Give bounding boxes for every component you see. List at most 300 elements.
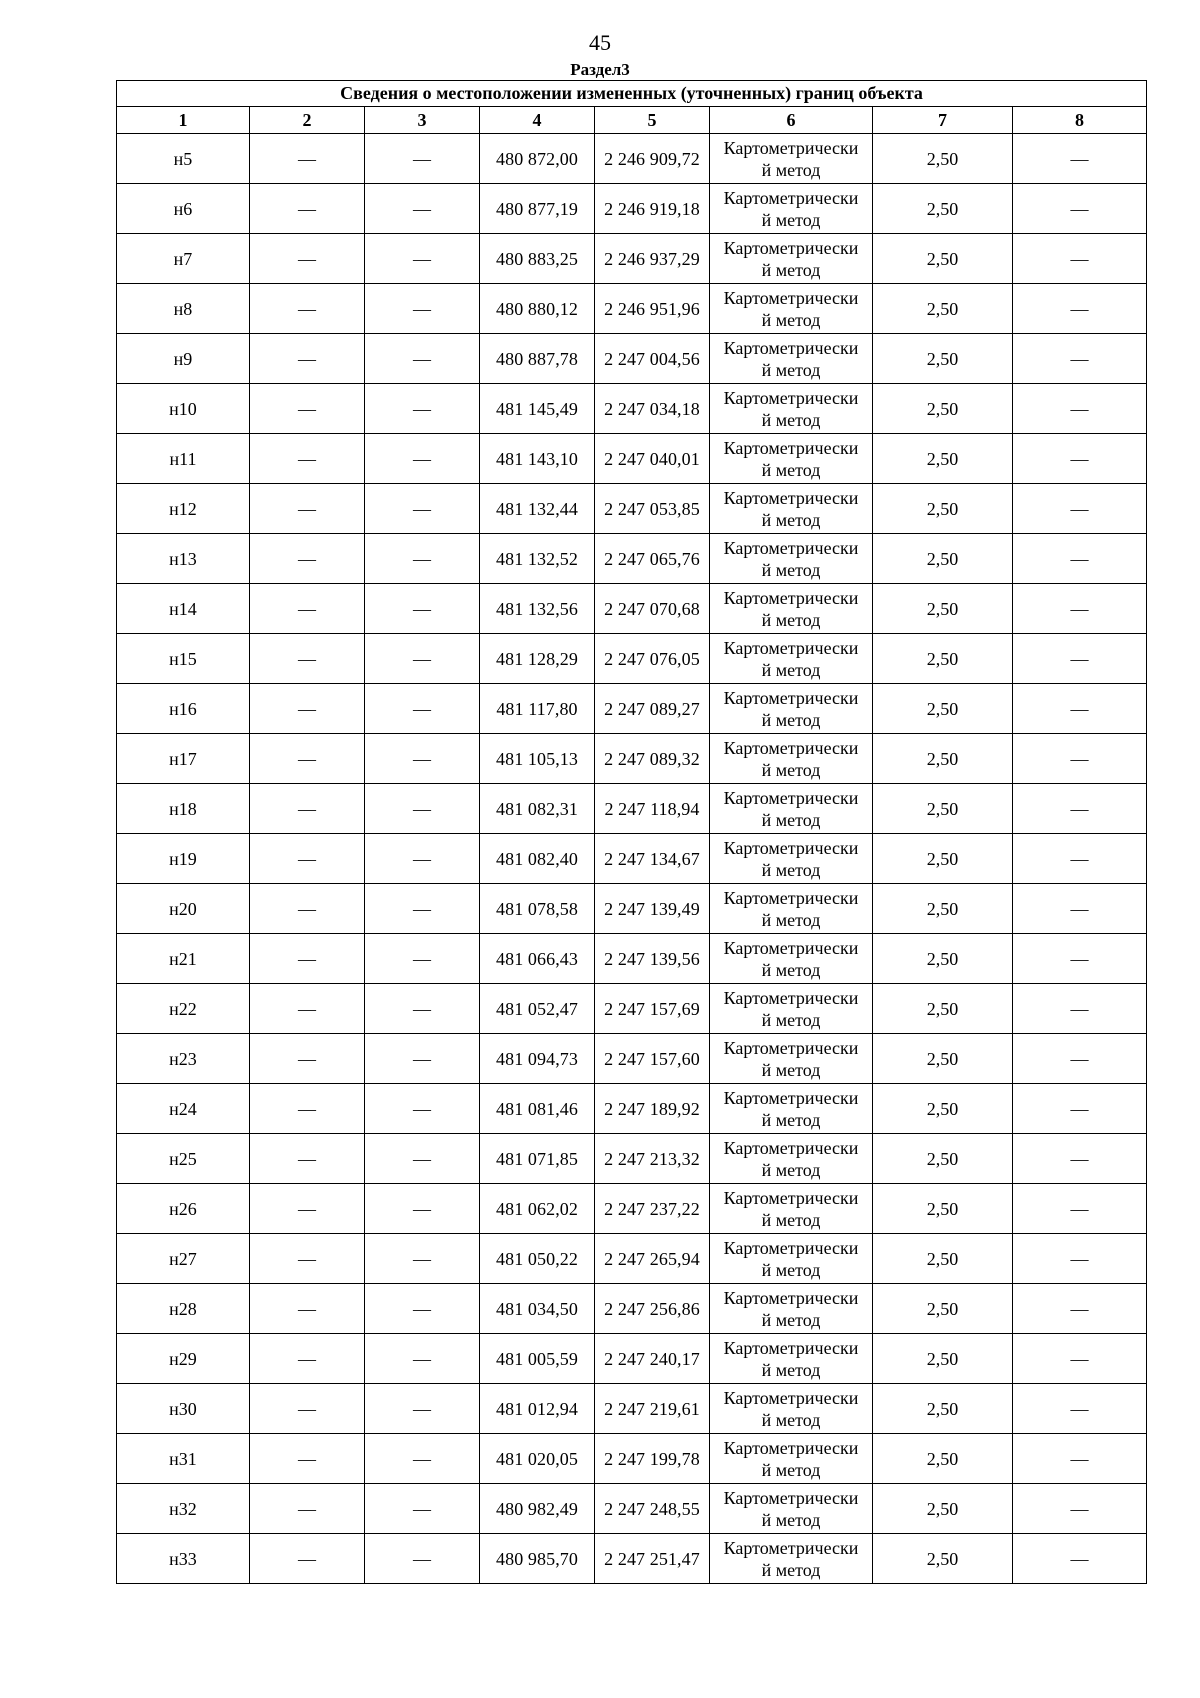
point-name-cell: н29 (117, 1334, 250, 1384)
method-cell (710, 1384, 873, 1434)
empty-value-cell: — (365, 584, 480, 634)
y-coordinate-cell: 2 247 040,01 (595, 434, 710, 484)
empty-value-cell: — (250, 1384, 365, 1434)
method-line-2: й метод (761, 1009, 821, 1030)
point-name-cell: н11 (117, 434, 250, 484)
table-row (117, 1534, 1147, 1584)
y-coordinate-cell: 2 247 004,56 (595, 334, 710, 384)
empty-value-cell: — (365, 1134, 480, 1184)
method-cell (710, 384, 873, 434)
y-coordinate-cell: 2 247 189,92 (595, 1084, 710, 1134)
table-row (117, 1384, 1147, 1434)
table-row (117, 284, 1147, 334)
y-coordinate-cell: 2 247 213,32 (595, 1134, 710, 1184)
x-coordinate-cell: 481 062,02 (480, 1184, 595, 1234)
column-number: 8 (1013, 107, 1147, 134)
empty-value-cell: — (250, 434, 365, 484)
precision-cell: 2,50 (873, 784, 1013, 834)
column-number: 5 (595, 107, 710, 134)
empty-value-cell: — (1013, 234, 1147, 284)
method-cell (710, 534, 873, 584)
point-name-cell: н7 (117, 234, 250, 284)
table-row (117, 134, 1147, 184)
point-name-cell: н8 (117, 284, 250, 334)
table-row (117, 884, 1147, 934)
method-line-1: Картометрически (723, 587, 859, 608)
y-coordinate-cell: 2 247 237,22 (595, 1184, 710, 1234)
point-name-cell: н30 (117, 1384, 250, 1434)
y-coordinate-cell: 2 247 219,61 (595, 1384, 710, 1434)
empty-value-cell: — (1013, 784, 1147, 834)
empty-value-cell: — (1013, 1334, 1147, 1384)
precision-cell: 2,50 (873, 1384, 1013, 1434)
method-line-1: Картометрически (723, 737, 859, 758)
x-coordinate-cell: 481 020,05 (480, 1434, 595, 1484)
y-coordinate-cell: 2 247 134,67 (595, 834, 710, 884)
precision-cell: 2,50 (873, 184, 1013, 234)
method-line-1: Картометрически (723, 437, 859, 458)
method-line-2: й метод (761, 709, 821, 730)
method-line-2: й метод (761, 909, 821, 930)
method-line-1: Картометрически (723, 337, 859, 358)
method-cell (710, 884, 873, 934)
method-cell (710, 484, 873, 534)
method-line-2: й метод (761, 759, 821, 780)
method-line-1: Картометрически (723, 487, 859, 508)
empty-value-cell: — (250, 734, 365, 784)
empty-value-cell: — (1013, 484, 1147, 534)
method-line-2: й метод (761, 309, 821, 330)
empty-value-cell: — (250, 534, 365, 584)
y-coordinate-cell: 2 247 070,68 (595, 584, 710, 634)
method-line-2: й метод (761, 359, 821, 380)
method-cell (710, 234, 873, 284)
empty-value-cell: — (250, 634, 365, 684)
point-name-cell: н10 (117, 384, 250, 434)
empty-value-cell: — (1013, 1084, 1147, 1134)
table-row (117, 234, 1147, 284)
empty-value-cell: — (365, 184, 480, 234)
table-row (117, 1334, 1147, 1384)
method-cell (710, 1284, 873, 1334)
x-coordinate-cell: 481 128,29 (480, 634, 595, 684)
precision-cell: 2,50 (873, 984, 1013, 1034)
method-line-2: й метод (761, 1059, 821, 1080)
empty-value-cell: — (1013, 834, 1147, 884)
precision-cell: 2,50 (873, 1484, 1013, 1534)
empty-value-cell: — (365, 484, 480, 534)
empty-value-cell: — (1013, 584, 1147, 634)
precision-cell: 2,50 (873, 434, 1013, 484)
point-name-cell: н14 (117, 584, 250, 634)
method-line-1: Картометрически (723, 1087, 859, 1108)
empty-value-cell: — (250, 1534, 365, 1584)
x-coordinate-cell: 481 050,22 (480, 1234, 595, 1284)
x-coordinate-cell: 480 872,00 (480, 134, 595, 184)
empty-value-cell: — (1013, 1184, 1147, 1234)
method-cell (710, 334, 873, 384)
boundary-coordinates-table (116, 80, 1147, 1584)
table-row (117, 1134, 1147, 1184)
method-line-1: Картометрически (723, 187, 859, 208)
precision-cell: 2,50 (873, 1234, 1013, 1284)
empty-value-cell: — (250, 1484, 365, 1534)
method-line-1: Картометрически (723, 537, 859, 558)
method-line-2: й метод (761, 1159, 821, 1180)
method-line-1: Картометрически (723, 287, 859, 308)
table-title: Сведения о местоположении измененных (уточненных) границ объекта (117, 81, 1147, 107)
method-line-1: Картометрически (723, 1187, 859, 1208)
empty-value-cell: — (250, 784, 365, 834)
method-cell (710, 1484, 873, 1534)
x-coordinate-cell: 481 132,52 (480, 534, 595, 584)
method-cell (710, 1234, 873, 1284)
precision-cell: 2,50 (873, 1284, 1013, 1334)
method-line-1: Картометрически (723, 887, 859, 908)
precision-cell: 2,50 (873, 1134, 1013, 1184)
empty-value-cell: — (365, 934, 480, 984)
method-line-2: й метод (761, 1109, 821, 1130)
precision-cell: 2,50 (873, 584, 1013, 634)
table-row (117, 1484, 1147, 1534)
point-name-cell: н13 (117, 534, 250, 584)
point-name-cell: н16 (117, 684, 250, 734)
empty-value-cell: — (250, 134, 365, 184)
method-line-1: Картометрически (723, 1537, 859, 1558)
point-name-cell: н20 (117, 884, 250, 934)
method-line-2: й метод (761, 1559, 821, 1580)
x-coordinate-cell: 481 012,94 (480, 1384, 595, 1434)
empty-value-cell: — (365, 834, 480, 884)
precision-cell: 2,50 (873, 1434, 1013, 1484)
empty-value-cell: — (250, 1334, 365, 1384)
y-coordinate-cell: 2 246 937,29 (595, 234, 710, 284)
method-cell (710, 784, 873, 834)
x-coordinate-cell: 481 132,56 (480, 584, 595, 634)
method-line-1: Картометрически (723, 837, 859, 858)
method-cell (710, 834, 873, 884)
point-name-cell: н22 (117, 984, 250, 1034)
precision-cell: 2,50 (873, 534, 1013, 584)
y-coordinate-cell: 2 246 909,72 (595, 134, 710, 184)
method-line-2: й метод (761, 1509, 821, 1530)
point-name-cell: н6 (117, 184, 250, 234)
y-coordinate-cell: 2 247 118,94 (595, 784, 710, 834)
empty-value-cell: — (365, 734, 480, 784)
method-line-1: Картометрически (723, 1037, 859, 1058)
precision-cell: 2,50 (873, 1034, 1013, 1084)
empty-value-cell: — (250, 834, 365, 884)
method-line-2: й метод (761, 659, 821, 680)
method-cell (710, 1034, 873, 1084)
empty-value-cell: — (1013, 734, 1147, 784)
empty-value-cell: — (1013, 1384, 1147, 1434)
x-coordinate-cell: 481 094,73 (480, 1034, 595, 1084)
method-line-2: й метод (761, 859, 821, 880)
table-row (117, 934, 1147, 984)
precision-cell: 2,50 (873, 134, 1013, 184)
point-name-cell: н26 (117, 1184, 250, 1234)
table-row (117, 1284, 1147, 1334)
method-cell (710, 284, 873, 334)
method-line-2: й метод (761, 809, 821, 830)
table-row (117, 1034, 1147, 1084)
method-line-2: й метод (761, 1459, 821, 1480)
empty-value-cell: — (250, 384, 365, 434)
table-row (117, 484, 1147, 534)
empty-value-cell: — (250, 984, 365, 1034)
empty-value-cell: — (365, 884, 480, 934)
empty-value-cell: — (1013, 634, 1147, 684)
x-coordinate-cell: 481 145,49 (480, 384, 595, 434)
precision-cell: 2,50 (873, 684, 1013, 734)
method-cell (710, 634, 873, 684)
method-cell (710, 584, 873, 634)
x-coordinate-cell: 481 143,10 (480, 434, 595, 484)
method-line-1: Картометрически (723, 787, 859, 808)
empty-value-cell: — (365, 1284, 480, 1334)
x-coordinate-cell: 480 985,70 (480, 1534, 595, 1584)
empty-value-cell: — (365, 984, 480, 1034)
empty-value-cell: — (1013, 434, 1147, 484)
empty-value-cell: — (365, 134, 480, 184)
y-coordinate-cell: 2 247 139,56 (595, 934, 710, 984)
empty-value-cell: — (365, 1534, 480, 1584)
method-cell (710, 734, 873, 784)
x-coordinate-cell: 481 082,31 (480, 784, 595, 834)
table-row (117, 984, 1147, 1034)
empty-value-cell: — (1013, 1284, 1147, 1334)
method-cell (710, 1534, 873, 1584)
method-line-2: й метод (761, 1259, 821, 1280)
empty-value-cell: — (250, 284, 365, 334)
x-coordinate-cell: 480 880,12 (480, 284, 595, 334)
empty-value-cell: — (365, 1334, 480, 1384)
point-name-cell: н31 (117, 1434, 250, 1484)
y-coordinate-cell: 2 247 089,27 (595, 684, 710, 734)
empty-value-cell: — (365, 1234, 480, 1284)
point-name-cell: н5 (117, 134, 250, 184)
empty-value-cell: — (250, 1034, 365, 1084)
method-cell (710, 984, 873, 1034)
empty-value-cell: — (1013, 284, 1147, 334)
method-line-2: й метод (761, 609, 821, 630)
method-line-1: Картометрически (723, 1387, 859, 1408)
point-name-cell: н12 (117, 484, 250, 534)
point-name-cell: н27 (117, 1234, 250, 1284)
method-line-2: й метод (761, 259, 821, 280)
method-cell (710, 1334, 873, 1384)
empty-value-cell: — (365, 1384, 480, 1434)
empty-value-cell: — (250, 184, 365, 234)
precision-cell: 2,50 (873, 634, 1013, 684)
method-line-1: Картометрически (723, 387, 859, 408)
x-coordinate-cell: 480 883,25 (480, 234, 595, 284)
empty-value-cell: — (250, 1234, 365, 1284)
table-row (117, 534, 1147, 584)
method-cell (710, 184, 873, 234)
point-name-cell: н32 (117, 1484, 250, 1534)
method-line-2: й метод (761, 1209, 821, 1230)
precision-cell: 2,50 (873, 934, 1013, 984)
y-coordinate-cell: 2 247 089,32 (595, 734, 710, 784)
method-cell (710, 1134, 873, 1184)
table-row (117, 384, 1147, 434)
method-line-1: Картометрически (723, 1337, 859, 1358)
precision-cell: 2,50 (873, 884, 1013, 934)
point-name-cell: н23 (117, 1034, 250, 1084)
method-line-1: Картометрически (723, 1237, 859, 1258)
method-line-2: й метод (761, 1309, 821, 1330)
column-number-row (117, 107, 1147, 134)
precision-cell: 2,50 (873, 1334, 1013, 1384)
empty-value-cell: — (365, 434, 480, 484)
empty-value-cell: — (365, 534, 480, 584)
empty-value-cell: — (1013, 684, 1147, 734)
empty-value-cell: — (1013, 384, 1147, 434)
method-line-2: й метод (761, 409, 821, 430)
method-line-1: Картометрически (723, 237, 859, 258)
empty-value-cell: — (1013, 134, 1147, 184)
x-coordinate-cell: 481 105,13 (480, 734, 595, 784)
table-title-row (117, 81, 1147, 107)
point-name-cell: н25 (117, 1134, 250, 1184)
column-number: 4 (480, 107, 595, 134)
precision-cell: 2,50 (873, 834, 1013, 884)
x-coordinate-cell: 480 982,49 (480, 1484, 595, 1534)
point-name-cell: н15 (117, 634, 250, 684)
table-row (117, 184, 1147, 234)
empty-value-cell: — (365, 384, 480, 434)
x-coordinate-cell: 481 078,58 (480, 884, 595, 934)
x-coordinate-cell: 480 887,78 (480, 334, 595, 384)
method-line-2: й метод (761, 509, 821, 530)
section-label: Раздел3 (570, 60, 630, 79)
method-line-1: Картометрически (723, 1137, 859, 1158)
empty-value-cell: — (1013, 1134, 1147, 1184)
method-cell (710, 1184, 873, 1234)
empty-value-cell: — (365, 1084, 480, 1134)
table-row (117, 834, 1147, 884)
method-line-1: Картометрически (723, 987, 859, 1008)
table-row (117, 784, 1147, 834)
empty-value-cell: — (250, 584, 365, 634)
x-coordinate-cell: 481 052,47 (480, 984, 595, 1034)
precision-cell: 2,50 (873, 1184, 1013, 1234)
column-number: 2 (250, 107, 365, 134)
empty-value-cell: — (365, 634, 480, 684)
table-body (117, 134, 1147, 1584)
x-coordinate-cell: 481 005,59 (480, 1334, 595, 1384)
method-cell (710, 684, 873, 734)
empty-value-cell: — (1013, 984, 1147, 1034)
method-cell (710, 434, 873, 484)
y-coordinate-cell: 2 247 248,55 (595, 1484, 710, 1534)
method-line-1: Картометрически (723, 1287, 859, 1308)
point-name-cell: н17 (117, 734, 250, 784)
method-line-2: й метод (761, 209, 821, 230)
y-coordinate-cell: 2 247 076,05 (595, 634, 710, 684)
x-coordinate-cell: 481 117,80 (480, 684, 595, 734)
table-row (117, 1434, 1147, 1484)
method-cell (710, 134, 873, 184)
precision-cell: 2,50 (873, 734, 1013, 784)
empty-value-cell: — (250, 884, 365, 934)
empty-value-cell: — (1013, 934, 1147, 984)
y-coordinate-cell: 2 247 157,60 (595, 1034, 710, 1084)
x-coordinate-cell: 481 071,85 (480, 1134, 595, 1184)
table-row (117, 334, 1147, 384)
point-name-cell: н9 (117, 334, 250, 384)
method-line-1: Картометрически (723, 687, 859, 708)
y-coordinate-cell: 2 247 053,85 (595, 484, 710, 534)
precision-cell: 2,50 (873, 384, 1013, 434)
y-coordinate-cell: 2 247 265,94 (595, 1234, 710, 1284)
empty-value-cell: — (1013, 1234, 1147, 1284)
empty-value-cell: — (250, 1184, 365, 1234)
point-name-cell: н18 (117, 784, 250, 834)
empty-value-cell: — (1013, 1434, 1147, 1484)
method-line-1: Картометрически (723, 1487, 859, 1508)
method-line-1: Картометрически (723, 637, 859, 658)
precision-cell: 2,50 (873, 484, 1013, 534)
y-coordinate-cell: 2 247 199,78 (595, 1434, 710, 1484)
empty-value-cell: — (365, 1184, 480, 1234)
method-line-2: й метод (761, 1409, 821, 1430)
point-name-cell: н24 (117, 1084, 250, 1134)
empty-value-cell: — (1013, 1484, 1147, 1534)
empty-value-cell: — (1013, 1034, 1147, 1084)
empty-value-cell: — (250, 1434, 365, 1484)
column-number: 1 (117, 107, 250, 134)
y-coordinate-cell: 2 247 139,49 (595, 884, 710, 934)
empty-value-cell: — (365, 684, 480, 734)
empty-value-cell: — (1013, 334, 1147, 384)
precision-cell: 2,50 (873, 234, 1013, 284)
empty-value-cell: — (250, 234, 365, 284)
empty-value-cell: — (250, 934, 365, 984)
column-number: 3 (365, 107, 480, 134)
empty-value-cell: — (250, 684, 365, 734)
column-number: 6 (710, 107, 873, 134)
point-name-cell: н19 (117, 834, 250, 884)
method-cell (710, 1434, 873, 1484)
x-coordinate-cell: 481 081,46 (480, 1084, 595, 1134)
method-line-2: й метод (761, 1359, 821, 1380)
method-cell (710, 1084, 873, 1134)
empty-value-cell: — (250, 1084, 365, 1134)
table-row (117, 634, 1147, 684)
y-coordinate-cell: 2 247 256,86 (595, 1284, 710, 1334)
method-line-2: й метод (761, 159, 821, 180)
point-name-cell: н21 (117, 934, 250, 984)
precision-cell: 2,50 (873, 284, 1013, 334)
empty-value-cell: — (250, 484, 365, 534)
y-coordinate-cell: 2 247 157,69 (595, 984, 710, 1034)
point-name-cell: н28 (117, 1284, 250, 1334)
x-coordinate-cell: 481 066,43 (480, 934, 595, 984)
method-line-1: Картометрически (723, 1437, 859, 1458)
empty-value-cell: — (365, 334, 480, 384)
empty-value-cell: — (250, 1134, 365, 1184)
method-line-1: Картометрически (723, 937, 859, 958)
x-coordinate-cell: 481 082,40 (480, 834, 595, 884)
precision-cell: 2,50 (873, 1084, 1013, 1134)
empty-value-cell: — (365, 1484, 480, 1534)
y-coordinate-cell: 2 247 034,18 (595, 384, 710, 434)
empty-value-cell: — (365, 784, 480, 834)
empty-value-cell: — (1013, 884, 1147, 934)
